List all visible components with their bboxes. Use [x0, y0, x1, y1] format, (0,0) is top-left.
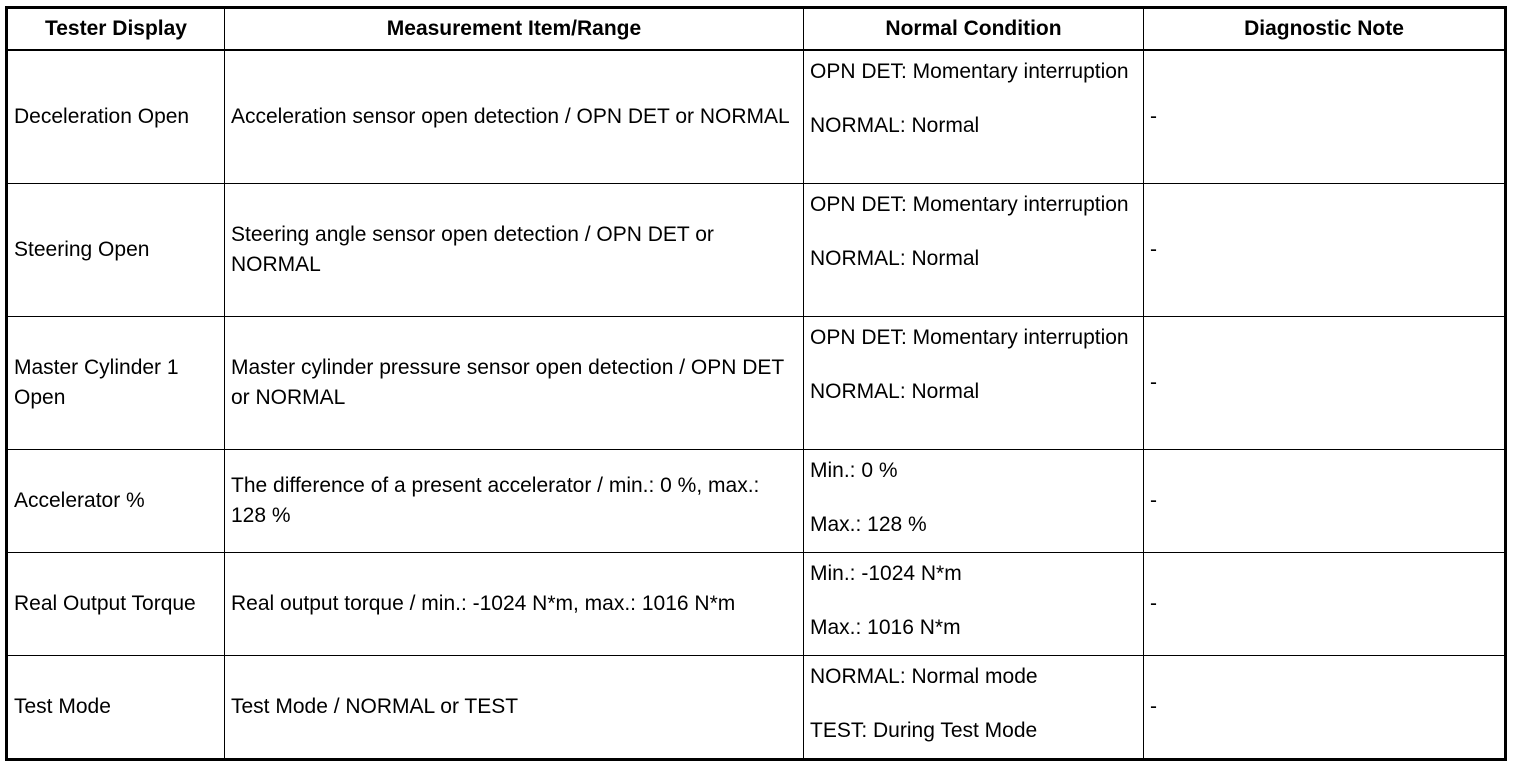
header-normal-condition: Normal Condition: [804, 8, 1144, 51]
tester-display-cell: Real Output Torque: [7, 553, 225, 656]
condition-line: NORMAL: Normal mode: [810, 665, 1038, 688]
diagnostic-note-cell: -: [1144, 553, 1506, 656]
normal-condition-cell: [804, 317, 1144, 450]
header-diagnostic-note: Diagnostic Note: [1144, 8, 1506, 51]
condition-line: OPN DET: Momentary interruption: [810, 60, 1129, 83]
condition-line: Max.: 1016 N*m: [810, 616, 961, 639]
condition-line: TEST: During Test Mode: [810, 719, 1038, 742]
measurement-item-cell: Test Mode / NORMAL or TEST: [225, 656, 804, 760]
measurement-item-cell: The difference of a present accelerator / min.: 0 %, max.: 128 %: [225, 450, 804, 553]
header-row: [7, 8, 1506, 51]
normal-condition-cell: [804, 450, 1144, 553]
tester-display-cell: Test Mode: [7, 656, 225, 760]
normal-condition-cell: [804, 656, 1144, 760]
condition-line: OPN DET: Momentary interruption: [810, 326, 1129, 349]
header-measurement-item: Measurement Item/Range: [225, 8, 804, 51]
normal-condition-cell: [804, 184, 1144, 317]
tester-display-cell: Deceleration Open: [7, 50, 225, 184]
condition-line: Min.: 0 %: [810, 459, 898, 482]
condition-line: NORMAL: Normal: [810, 114, 980, 137]
diagnostic-note-cell: -: [1144, 450, 1506, 553]
tester-display-cell: Accelerator %: [7, 450, 225, 553]
measurement-item-cell: Real output torque / min.: -1024 N*m, max.: 1016 N*m: [225, 553, 804, 656]
condition-line: Max.: 128 %: [810, 513, 927, 536]
table-row: [7, 553, 1506, 656]
tester-display-cell: Steering Open: [7, 184, 225, 317]
condition-line: OPN DET: Momentary interruption: [810, 193, 1129, 216]
data-list-table: [5, 6, 1507, 761]
normal-condition-cell: [804, 50, 1144, 184]
condition-line: NORMAL: Normal: [810, 380, 980, 403]
diagnostic-note-cell: -: [1144, 50, 1506, 184]
table-row: [7, 656, 1506, 760]
condition-line: Min.: -1024 N*m: [810, 562, 962, 585]
table-row: [7, 184, 1506, 317]
table-row: [7, 450, 1506, 553]
header-tester-display: Tester Display: [7, 8, 225, 51]
diagnostic-note-cell: -: [1144, 317, 1506, 450]
tester-display-cell: Master Cylinder 1 Open: [7, 317, 225, 450]
normal-condition-cell: [804, 553, 1144, 656]
diagnostic-note-cell: -: [1144, 656, 1506, 760]
measurement-item-cell: Master cylinder pressure sensor open detection / OPN DET or NORMAL: [225, 317, 804, 450]
diagnostic-note-cell: -: [1144, 184, 1506, 317]
table-row: [7, 50, 1506, 184]
measurement-item-cell: Acceleration sensor open detection / OPN DET or NORMAL: [225, 50, 804, 184]
condition-line: NORMAL: Normal: [810, 247, 980, 270]
table-row: [7, 317, 1506, 450]
measurement-item-cell: Steering angle sensor open detection / OPN DET or NORMAL: [225, 184, 804, 317]
